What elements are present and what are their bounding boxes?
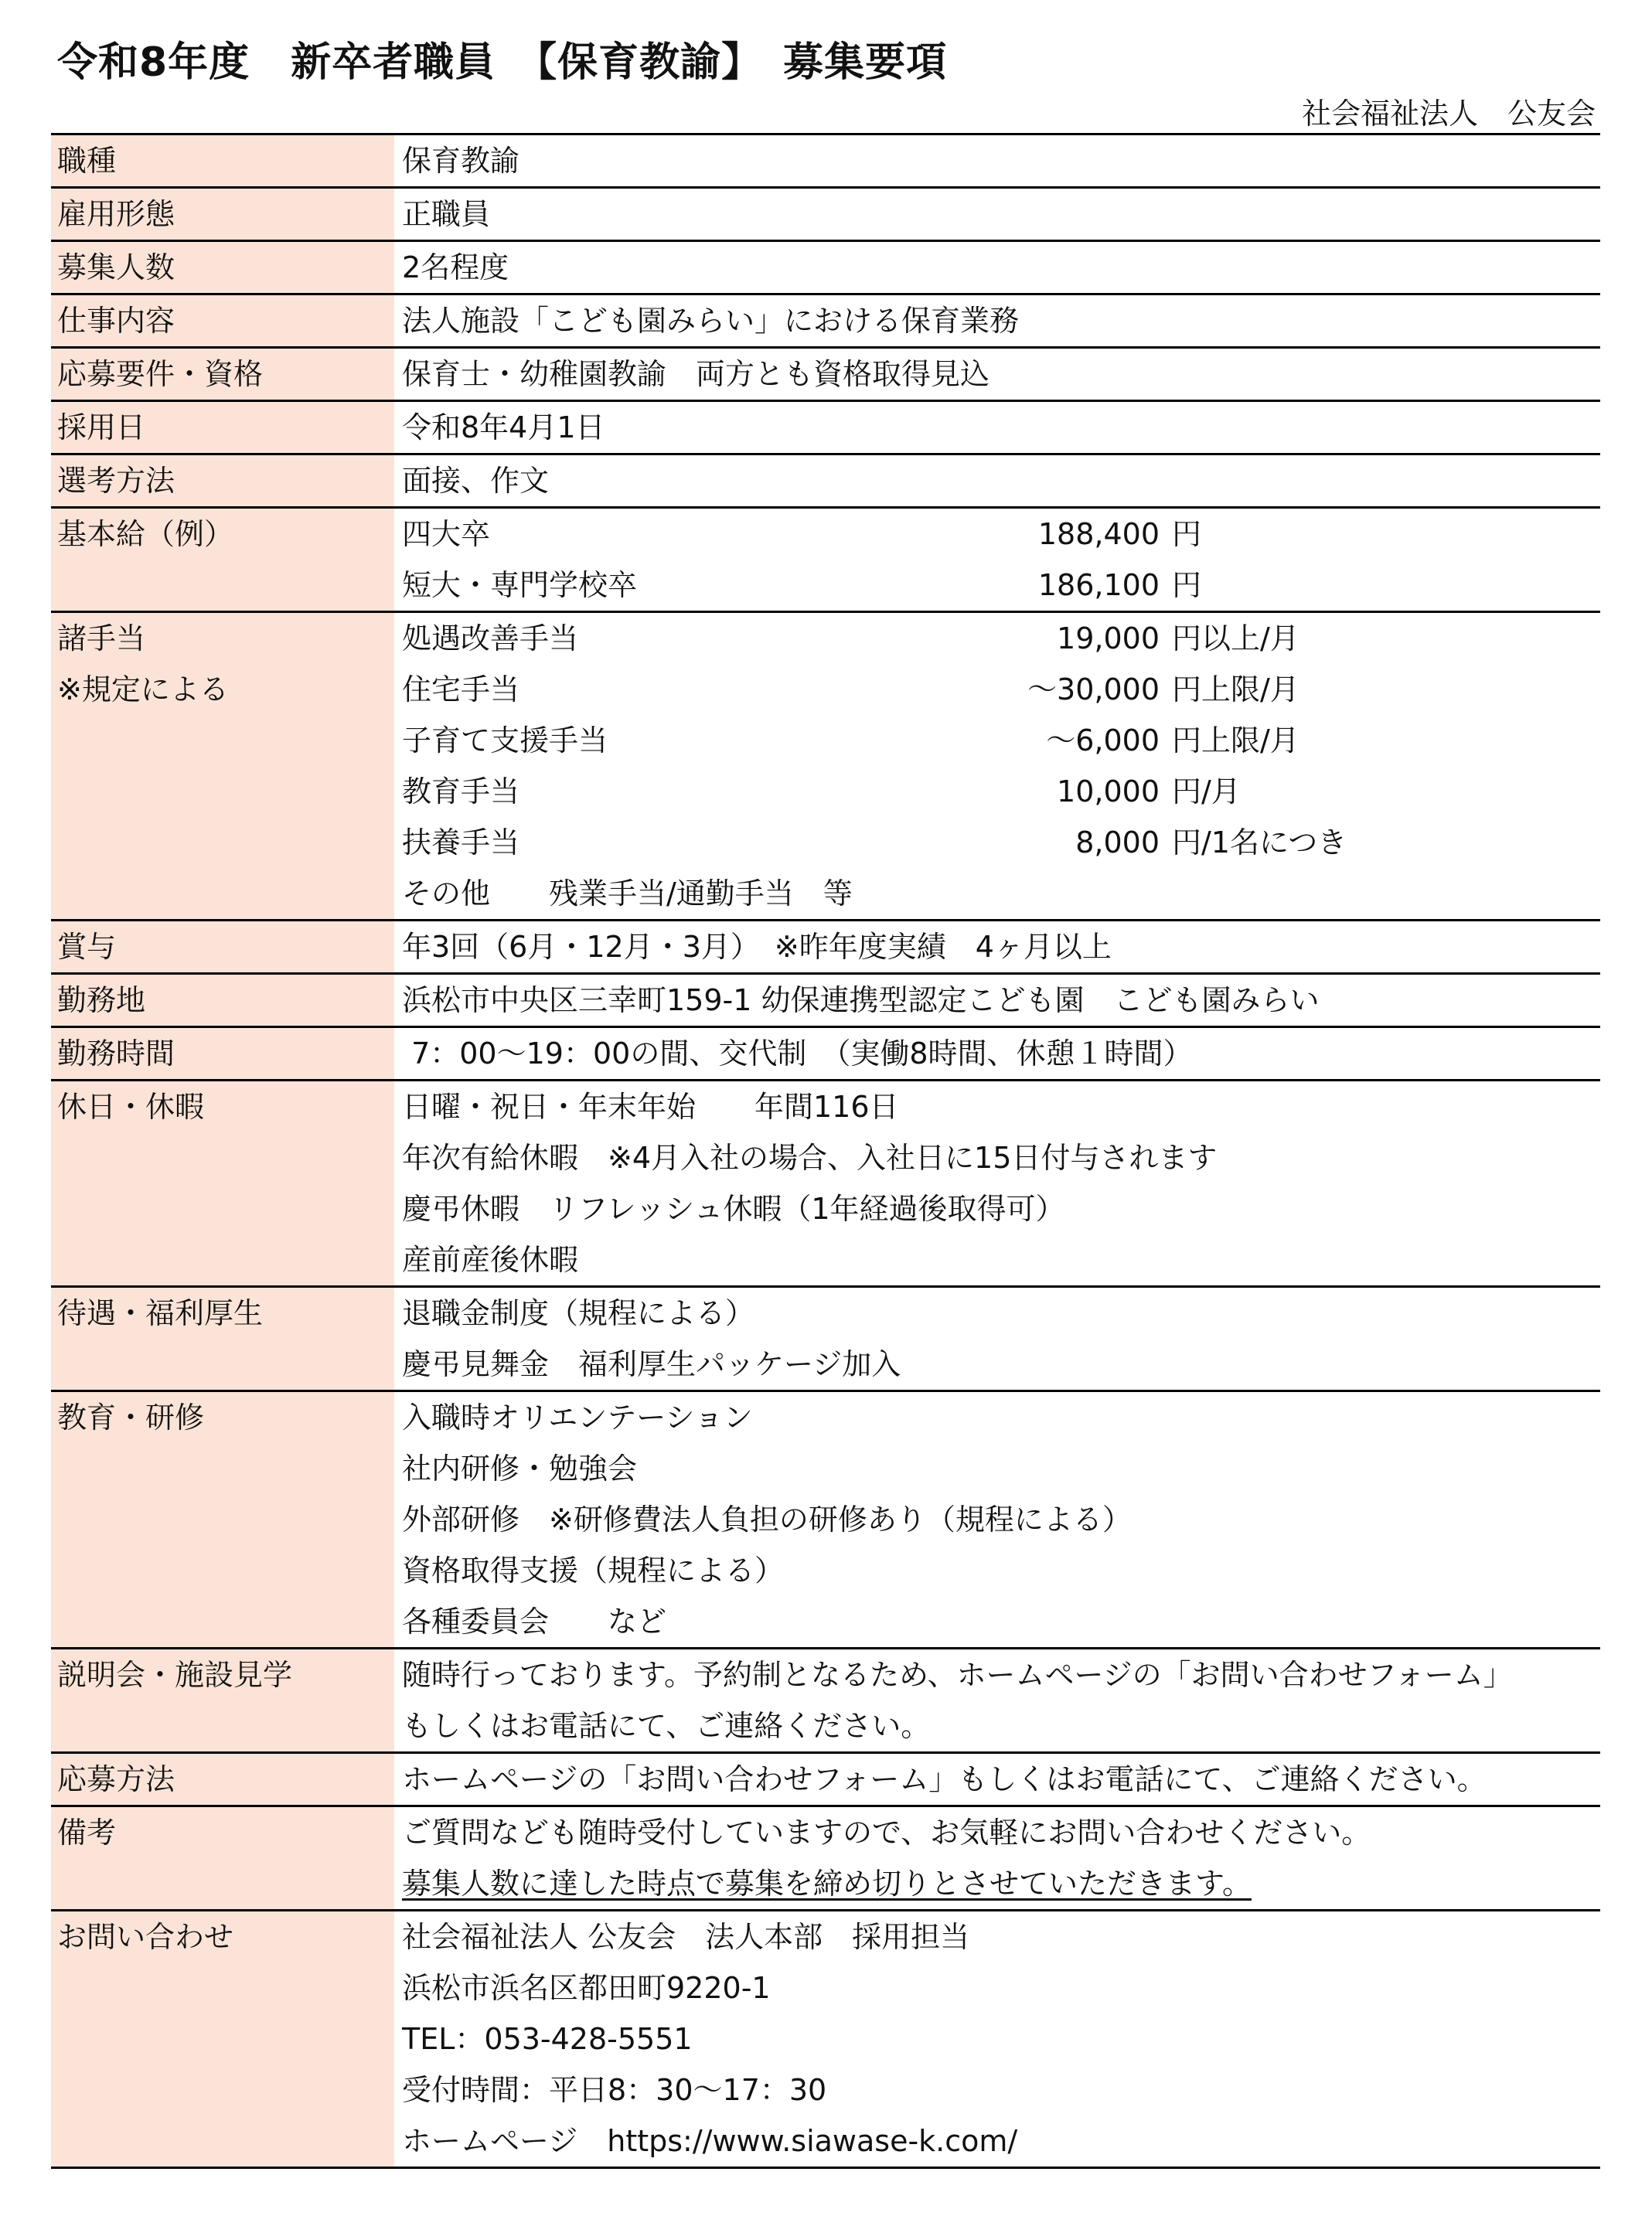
row-label: 職種 (51, 134, 394, 188)
row-label: 勤務時間 (51, 1027, 394, 1081)
row-label: 待遇・福利厚生 (51, 1287, 394, 1391)
allowance-item (402, 715, 1600, 766)
holiday-line: 産前産後休暇 (402, 1243, 579, 1277)
row-value: 年3回（6月・12月・3月） ※昨年度実績 4ヶ月以上 (402, 930, 1112, 964)
allowance-amount: ～6,000 (1046, 723, 1160, 757)
allowance-unit: 円以上/月 (1172, 621, 1299, 655)
row-label: 休日・休暇 (51, 1081, 394, 1287)
row-location (51, 974, 1600, 1027)
allowance-amount: 19,000 (1057, 621, 1160, 655)
row-contact (51, 1911, 1600, 2168)
salary-name: 短大・専門学校卒 (402, 568, 638, 602)
row-value: 浜松市中央区三幸町159-1 幼保連携型認定こども園 こども園みらい (402, 983, 1320, 1017)
allowance-item (402, 766, 1600, 817)
allowance-unit: 円上限/月 (1172, 723, 1299, 757)
allowance-amount: 8,000 (1075, 825, 1160, 860)
row-label: 諸手当 ※規定による (51, 612, 394, 921)
allowance-other: その他 残業手当/通勤手当 等 (402, 877, 853, 911)
row-label: 備考 (51, 1806, 394, 1911)
row-notes (51, 1806, 1600, 1911)
row-label: 基本給（例） (51, 508, 394, 612)
allowance-amount: 10,000 (1057, 774, 1160, 808)
salary-item (402, 509, 1600, 560)
benefit-line: 退職金制度（規程による） (402, 1296, 755, 1330)
allowance-unit: 円/月 (1172, 774, 1241, 808)
salary-unit: 円 (1172, 568, 1202, 602)
info-session-line: もしくはお電話にて、ご連絡ください。 (402, 1709, 931, 1743)
row-value: 保育士・幼稚園教諭 両方とも資格取得見込 (402, 357, 990, 391)
contact-org: 社会福祉法人 公友会 法人本部 採用担当 (402, 1920, 970, 1954)
row-requirements (51, 348, 1600, 401)
row-salary (51, 508, 1600, 612)
allowance-name: 扶養手当 (402, 825, 520, 860)
requirements-table (51, 133, 1600, 2169)
row-label: 賞与 (51, 921, 394, 974)
organization-name: 社会福祉法人 公友会 (1301, 97, 1596, 131)
row-bonus (51, 921, 1600, 974)
row-openings (51, 241, 1600, 294)
info-session-line: 随時行っております。予約制となるため、ホームページの「お問い合わせフォーム」 (402, 1658, 1513, 1692)
notes-line: ご質問なども随時受付していますので、お気軽にお問い合わせください。 (402, 1816, 1371, 1850)
row-label: お問い合わせ (51, 1911, 394, 2168)
contact-website: ホームページ https://www.siawase-k.com/ (402, 2124, 1018, 2158)
row-holidays (51, 1081, 1600, 1287)
row-start-date (51, 401, 1600, 454)
allowance-name: 教育手当 (402, 774, 520, 808)
training-line: 社内研修・勉強会 (402, 1452, 638, 1486)
row-label: 説明会・施設見学 (51, 1649, 394, 1753)
row-label: 教育・研修 (51, 1391, 394, 1649)
row-label: 採用日 (51, 401, 394, 454)
training-line: 外部研修 ※研修費法人負担の研修あり（規程による） (402, 1503, 1132, 1537)
allowance-amount: ～30,000 (1027, 672, 1160, 706)
row-label: 雇用形態 (51, 188, 394, 241)
allowance-item (402, 817, 1600, 868)
contact-address: 浜松市浜名区都田町9220-1 (402, 1971, 771, 2005)
row-value: 法人施設「こども園みらい」における保育業務 (402, 304, 1020, 338)
salary-amount: 186,100 (1037, 568, 1160, 602)
training-line: 各種委員会 など (402, 1605, 667, 1639)
row-value: ホームページの「お問い合わせフォーム」もしくはお電話にて、ご連絡ください。 (402, 1762, 1487, 1796)
row-job-type (51, 134, 1600, 188)
row-hours (51, 1027, 1600, 1081)
row-value: 2名程度 (402, 250, 509, 284)
notes-deadline-line: 募集人数に達した時点で募集を締め切りとさせていただきます。 (402, 1867, 1252, 1901)
allowance-name: 住宅手当 (402, 672, 520, 706)
row-value: 保育教諭 (402, 144, 520, 178)
holiday-line: 慶弔休暇 リフレッシュ休暇（1年経過後取得可） (402, 1192, 1065, 1226)
row-value: 面接、作文 (402, 464, 550, 498)
salary-unit: 円 (1172, 517, 1202, 551)
row-training (51, 1391, 1600, 1649)
allowance-item (402, 664, 1600, 715)
row-label: 応募方法 (51, 1753, 394, 1806)
allowance-name: 子育て支援手当 (402, 723, 608, 757)
benefit-line: 慶弔見舞金 福利厚生パッケージ加入 (402, 1347, 901, 1381)
row-label: 仕事内容 (51, 294, 394, 348)
allowance-unit: 円/1名につき (1172, 825, 1347, 860)
row-label: 応募要件・資格 (51, 348, 394, 401)
salary-item (402, 560, 1600, 611)
holiday-line: 年次有給休暇 ※4月入社の場合、入社日に15日付与されます (402, 1141, 1218, 1175)
row-selection (51, 454, 1600, 508)
allowance-name: 処遇改善手当 (402, 621, 579, 655)
row-apply (51, 1753, 1600, 1806)
row-value: 正職員 (402, 197, 491, 231)
row-info-session (51, 1649, 1600, 1753)
salary-name: 四大卒 (402, 517, 491, 551)
row-label: 選考方法 (51, 454, 394, 508)
row-allowances (51, 612, 1600, 921)
training-line: 資格取得支援（規程による） (402, 1554, 785, 1588)
row-value: 令和8年4月1日 (402, 410, 605, 444)
allowance-unit: 円上限/月 (1172, 672, 1299, 706)
row-value: 7：00～19：00の間、交代制 （実働8時間、休憩１時間） (402, 1037, 1193, 1071)
row-label: 募集人数 (51, 241, 394, 294)
row-label: 勤務地 (51, 974, 394, 1027)
holiday-line: 日曜・祝日・年末年始 年間116日 (402, 1090, 899, 1124)
row-employment (51, 188, 1600, 241)
allowance-item (402, 613, 1600, 664)
contact-phone: TEL：053-428-5551 (402, 2022, 693, 2056)
row-benefits (51, 1287, 1600, 1391)
training-line: 入職時オリエンテーション (402, 1401, 753, 1435)
salary-amount: 188,400 (1037, 517, 1160, 551)
contact-hours: 受付時間：平日8：30～17：30 (402, 2073, 827, 2107)
page-title: 令和8年度 新卒者職員 【保育教諭】 募集要項 (57, 39, 948, 86)
row-work (51, 294, 1600, 348)
